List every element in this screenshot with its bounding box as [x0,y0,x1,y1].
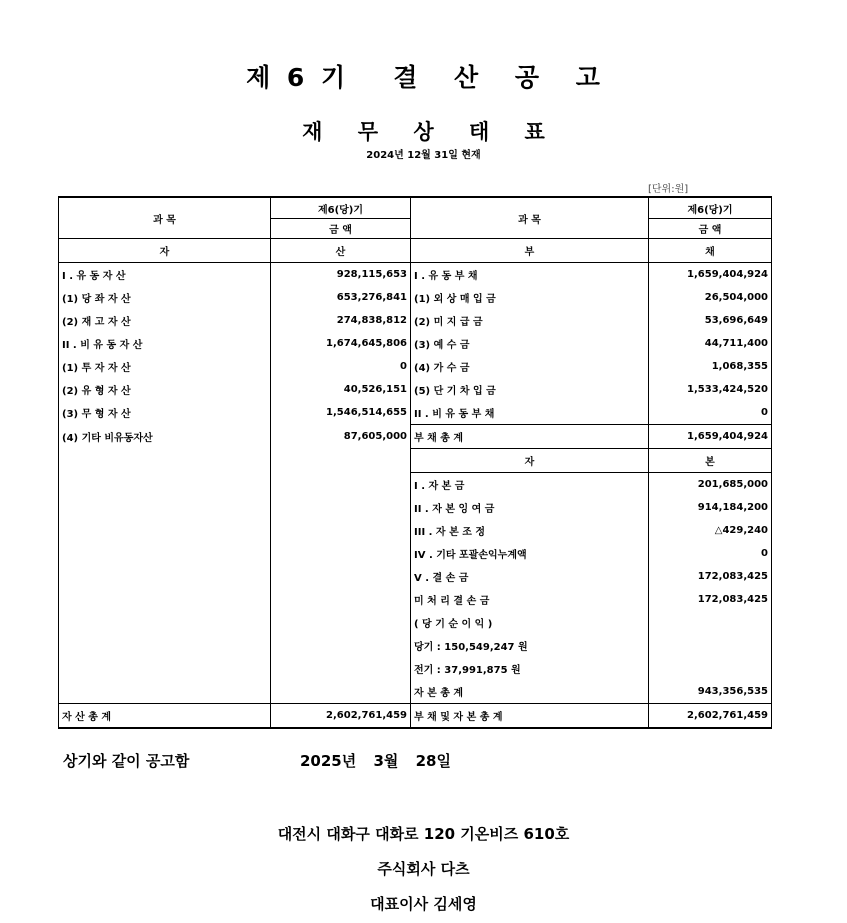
table-row [59,542,772,565]
liability-value: 26,504,000 [649,286,772,309]
equity-label: 미 처 리 결 손 금 [411,588,649,611]
table-row [59,355,772,378]
asset-label: (4) 기타 비유동자산 [59,425,271,449]
equity-value: 172,083,425 [649,588,772,611]
liability-label: (1) 외 상 매 입 금 [411,286,649,309]
table-row [59,263,772,287]
table-row [59,657,772,680]
liability-value: 0 [649,401,772,425]
asset-label: (2) 재 고 자 산 [59,309,271,332]
liability-label: II . 비 유 동 부 채 [411,401,649,425]
table-row [59,611,772,634]
assets-total-value: 2,602,761,459 [271,704,411,729]
liabilities-total-value: 1,659,404,924 [649,425,772,449]
asset-label: (2) 유 형 자 산 [59,378,271,401]
statement-date: 2024년 12월 31일 현재 [366,150,481,161]
section-liabilities-right: 채 [649,239,772,263]
equity-label: 당기 : 150,549,247 원 [411,634,649,657]
section-liabilities-left: 부 [411,239,649,263]
equity-value: 0 [649,542,772,565]
equity-label: IV . 기타 포괄손익누계액 [411,542,649,565]
asset-label: II . 비 유 동 자 산 [59,332,271,355]
asset-value: 87,605,000 [271,425,411,449]
table-row [59,449,772,473]
table-row [59,332,772,355]
liability-value: 53,696,649 [649,309,772,332]
equity-value: 172,083,425 [649,565,772,588]
table-row [59,588,772,611]
header-period-right: 제6(당)기 [649,197,772,219]
asset-label: (3) 무 형 자 산 [59,401,271,425]
section-equity-right: 본 [649,449,772,473]
title-name: 결 산 공 고 [393,63,601,92]
liabilities-total-label: 부 채 총 계 [411,425,649,449]
section-assets-left: 자 [59,239,271,263]
asset-value: 1,674,645,806 [271,332,411,355]
balance-sheet-table [58,196,772,729]
table-row [59,704,772,729]
equity-value [649,634,772,657]
header-amount-right: 금 액 [649,219,772,239]
table-row [59,425,772,449]
header-account-right: 과 목 [411,197,649,239]
equity-label: ( 당 기 순 이 익 ) [411,611,649,634]
equity-value [649,657,772,680]
asset-value: 928,115,653 [271,263,411,287]
asset-value: 0 [271,355,411,378]
asset-value: 1,546,514,655 [271,401,411,425]
equity-value: 914,184,200 [649,496,772,519]
table-row [59,286,772,309]
liab-equity-total-label: 부 채 및 자 본 총 계 [411,704,649,729]
asset-label: (1) 투 자 자 산 [59,355,271,378]
table-row [59,519,772,542]
liability-label: (3) 예 수 금 [411,332,649,355]
asset-value: 274,838,812 [271,309,411,332]
notice-date: 2025년 3월 28일 [300,752,451,770]
equity-label: III . 자 본 조 정 [411,519,649,542]
equity-value: △429,240 [649,519,772,542]
unit-label: [단위:원] [648,184,689,195]
equity-label: V . 결 손 금 [411,565,649,588]
equity-value: 201,685,000 [649,473,772,497]
liability-value: 1,659,404,924 [649,263,772,287]
statement-title: 재 무 상 태 표 [302,120,545,144]
liability-label: (2) 미 지 급 금 [411,309,649,332]
company-name: 주식회사 다츠 [377,860,470,878]
liability-label: (5) 단 기 차 입 금 [411,378,649,401]
table-row [59,565,772,588]
table-row [59,378,772,401]
liability-value: 1,068,355 [649,355,772,378]
equity-total-label: 자 본 총 계 [411,680,649,704]
company-address: 대전시 대화구 대화로 120 기온비즈 610호 [277,825,570,843]
header-amount-left: 금 액 [271,219,411,239]
ceo-name: 대표이사 김세영 [370,895,477,913]
asset-value: 653,276,841 [271,286,411,309]
liability-label: (4) 가 수 금 [411,355,649,378]
table-row [59,634,772,657]
section-assets-right: 산 [271,239,411,263]
title-period: 제 6 기 [246,63,348,92]
assets-total-label: 자 산 총 계 [59,704,271,729]
table-row [59,473,772,497]
table-row [59,401,772,425]
header-period-left: 제6(당)기 [271,197,411,219]
asset-label: I . 유 동 자 산 [59,263,271,287]
equity-total-value: 943,356,535 [649,680,772,704]
asset-label: (1) 당 좌 자 산 [59,286,271,309]
notice-text: 상기와 같이 공고함 [63,752,190,770]
liability-label: I . 유 동 부 채 [411,263,649,287]
section-equity-left: 자 [411,449,649,473]
liability-value: 44,711,400 [649,332,772,355]
equity-label: II . 자 본 잉 여 금 [411,496,649,519]
header-account-left: 과 목 [59,197,271,239]
table-row [59,309,772,332]
table-row [59,680,772,704]
liability-value: 1,533,424,520 [649,378,772,401]
equity-value [649,611,772,634]
liab-equity-total-value: 2,602,761,459 [649,704,772,729]
equity-label: 전기 : 37,991,875 원 [411,657,649,680]
equity-label: I . 자 본 금 [411,473,649,497]
document-title [0,58,847,94]
table-row [59,496,772,519]
asset-value: 40,526,151 [271,378,411,401]
